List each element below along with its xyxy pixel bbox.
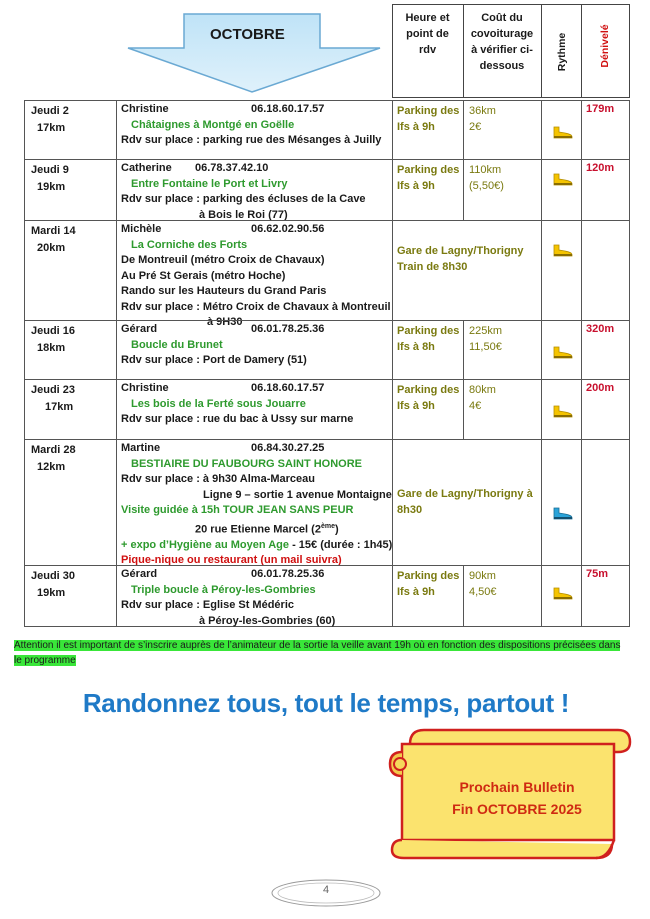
row-rdv: Parking des Ifs à 9h (393, 566, 464, 626)
row-cost: 110km (5,50€) (464, 160, 542, 220)
row-date: Jeudi 30 19km (25, 566, 117, 626)
row-date: Jeudi 16 18km (25, 321, 117, 379)
yellow-shoe-icon (552, 345, 574, 359)
month-title: OCTOBRE (210, 26, 285, 43)
row-cost: 225km 11,50€ (464, 321, 542, 379)
row-description: Gérard 06.01.78.25.36 Triple boucle à Péroy-les-Gombries Rdv sur place : Eglise St Médéric à Péroy-les-Gombries (60) (117, 566, 393, 626)
row-rythme (542, 101, 582, 159)
table-row (24, 320, 630, 380)
registration-notice: Attention il est important de s’inscrire auprès de l’animateur de la sortie la veille avant 19h où en fonction des dispositions précisées dans le programme (14, 640, 621, 666)
yellow-shoe-icon (552, 404, 574, 418)
row-rythme (542, 440, 582, 565)
header-denivele: Dénivelé (599, 24, 611, 68)
row-description: Gérard 06.01.78.25.36 Boucle du Brunet Rdv sur place : Port de Damery (51) (117, 321, 393, 379)
row-description: Christine 06.18.60.17.57 Les bois de la Ferté sous Jouarre Rdv sur place : rue du bac à Ussy sur marne (117, 380, 393, 439)
header-rdv: Heure et point de rdv (405, 12, 450, 56)
row-rdv: Parking des Ifs à 9h (393, 101, 464, 159)
row-rdv: Parking des Ifs à 8h (393, 321, 464, 379)
row-rdv: Parking des Ifs à 9h (393, 380, 464, 439)
row-rythme (542, 566, 582, 626)
row-cost: 36km 2€ (464, 101, 542, 159)
table-row (24, 379, 630, 440)
row-denivele: 120m (586, 162, 615, 174)
row-date: Jeudi 9 19km (25, 160, 117, 220)
table-row (24, 159, 630, 221)
header-rythme: Rythme (556, 32, 568, 72)
page-number: 4 (322, 884, 330, 896)
row-description: Martine 06.84.30.27.25 BESTIAIRE DU FAUBOURG SAINT HONORE Rdv sur place : à 9h30 Alma-Marceau Ligne 9 – sortie 1 avenue Montaigne Visite guidée à 15h TOUR JEAN SANS PEUR 20 rue Etienne Marcel (2ème) + expo d’Hygiène au Moyen Age - 15€ (durée : 1h45) Pique-nique ou restaurant (un mail suivra) (117, 440, 393, 565)
row-rythme (542, 160, 582, 220)
row-denivele: 75m (586, 568, 609, 580)
row-date: Mardi 14 20km (25, 221, 117, 320)
row-rythme (542, 380, 582, 439)
table-row (24, 439, 630, 566)
row-date: Mardi 28 12km (25, 440, 117, 565)
row-description: Catherine 06.78.37.42.10 Entre Fontaine le Port et Livry Rdv sur place : parking des écluses de la Cave à Bois le Roi (77) (117, 160, 393, 220)
table-row (24, 100, 630, 160)
row-rdv-merged: Gare de Lagny/Thorigny Train de 8h30 (393, 221, 542, 320)
row-denivele (582, 440, 631, 565)
row-cost: 90km 4,50€ (464, 566, 542, 626)
row-rythme (542, 221, 582, 320)
row-date: Jeudi 23 17km (25, 380, 117, 439)
row-cost: 80km 4€ (464, 380, 542, 439)
row-rdv-merged: Gare de Lagny/Thorigny à 8h30 (393, 440, 542, 565)
row-denivele: 200m (586, 382, 615, 394)
row-description: Michèle 06.62.02.90.56 La Corniche des Forts De Montreuil (métro Croix de Chavaux) Au Pré St Gerais (métro Hoche) Rando sur les Hauteurs du Grand Paris Rdv sur place : Métro Croix de Chavaux à Montreuil à 9H30 (117, 221, 393, 320)
next-bulletin: Prochain Bulletin Fin OCTOBRE 2025 (452, 779, 582, 817)
yellow-shoe-icon (552, 125, 574, 139)
row-rdv: Parking des Ifs à 9h (393, 160, 464, 220)
table-row (24, 220, 630, 328)
blue-shoe-icon (552, 506, 574, 520)
slogan: Randonnez tous, tout le temps, partout ! (82, 688, 570, 718)
row-denivele: 320m (586, 323, 615, 335)
row-denivele (582, 221, 631, 320)
table-row (24, 565, 630, 627)
yellow-shoe-icon (552, 586, 574, 600)
row-date: Jeudi 2 17km (25, 101, 117, 159)
row-denivele: 179m (586, 103, 615, 115)
row-description: Christine 06.18.60.17.57 Châtaignes à Montgé en Goëlle Rdv sur place : parking rue des Mésanges à Juilly (117, 101, 393, 159)
header-cost: Coût du covoiturage à vérifier ci- dessous (470, 12, 534, 72)
month-arrow-banner (124, 12, 384, 94)
yellow-shoe-icon (552, 243, 574, 257)
row-rythme (542, 321, 582, 379)
yellow-shoe-icon (552, 172, 574, 186)
